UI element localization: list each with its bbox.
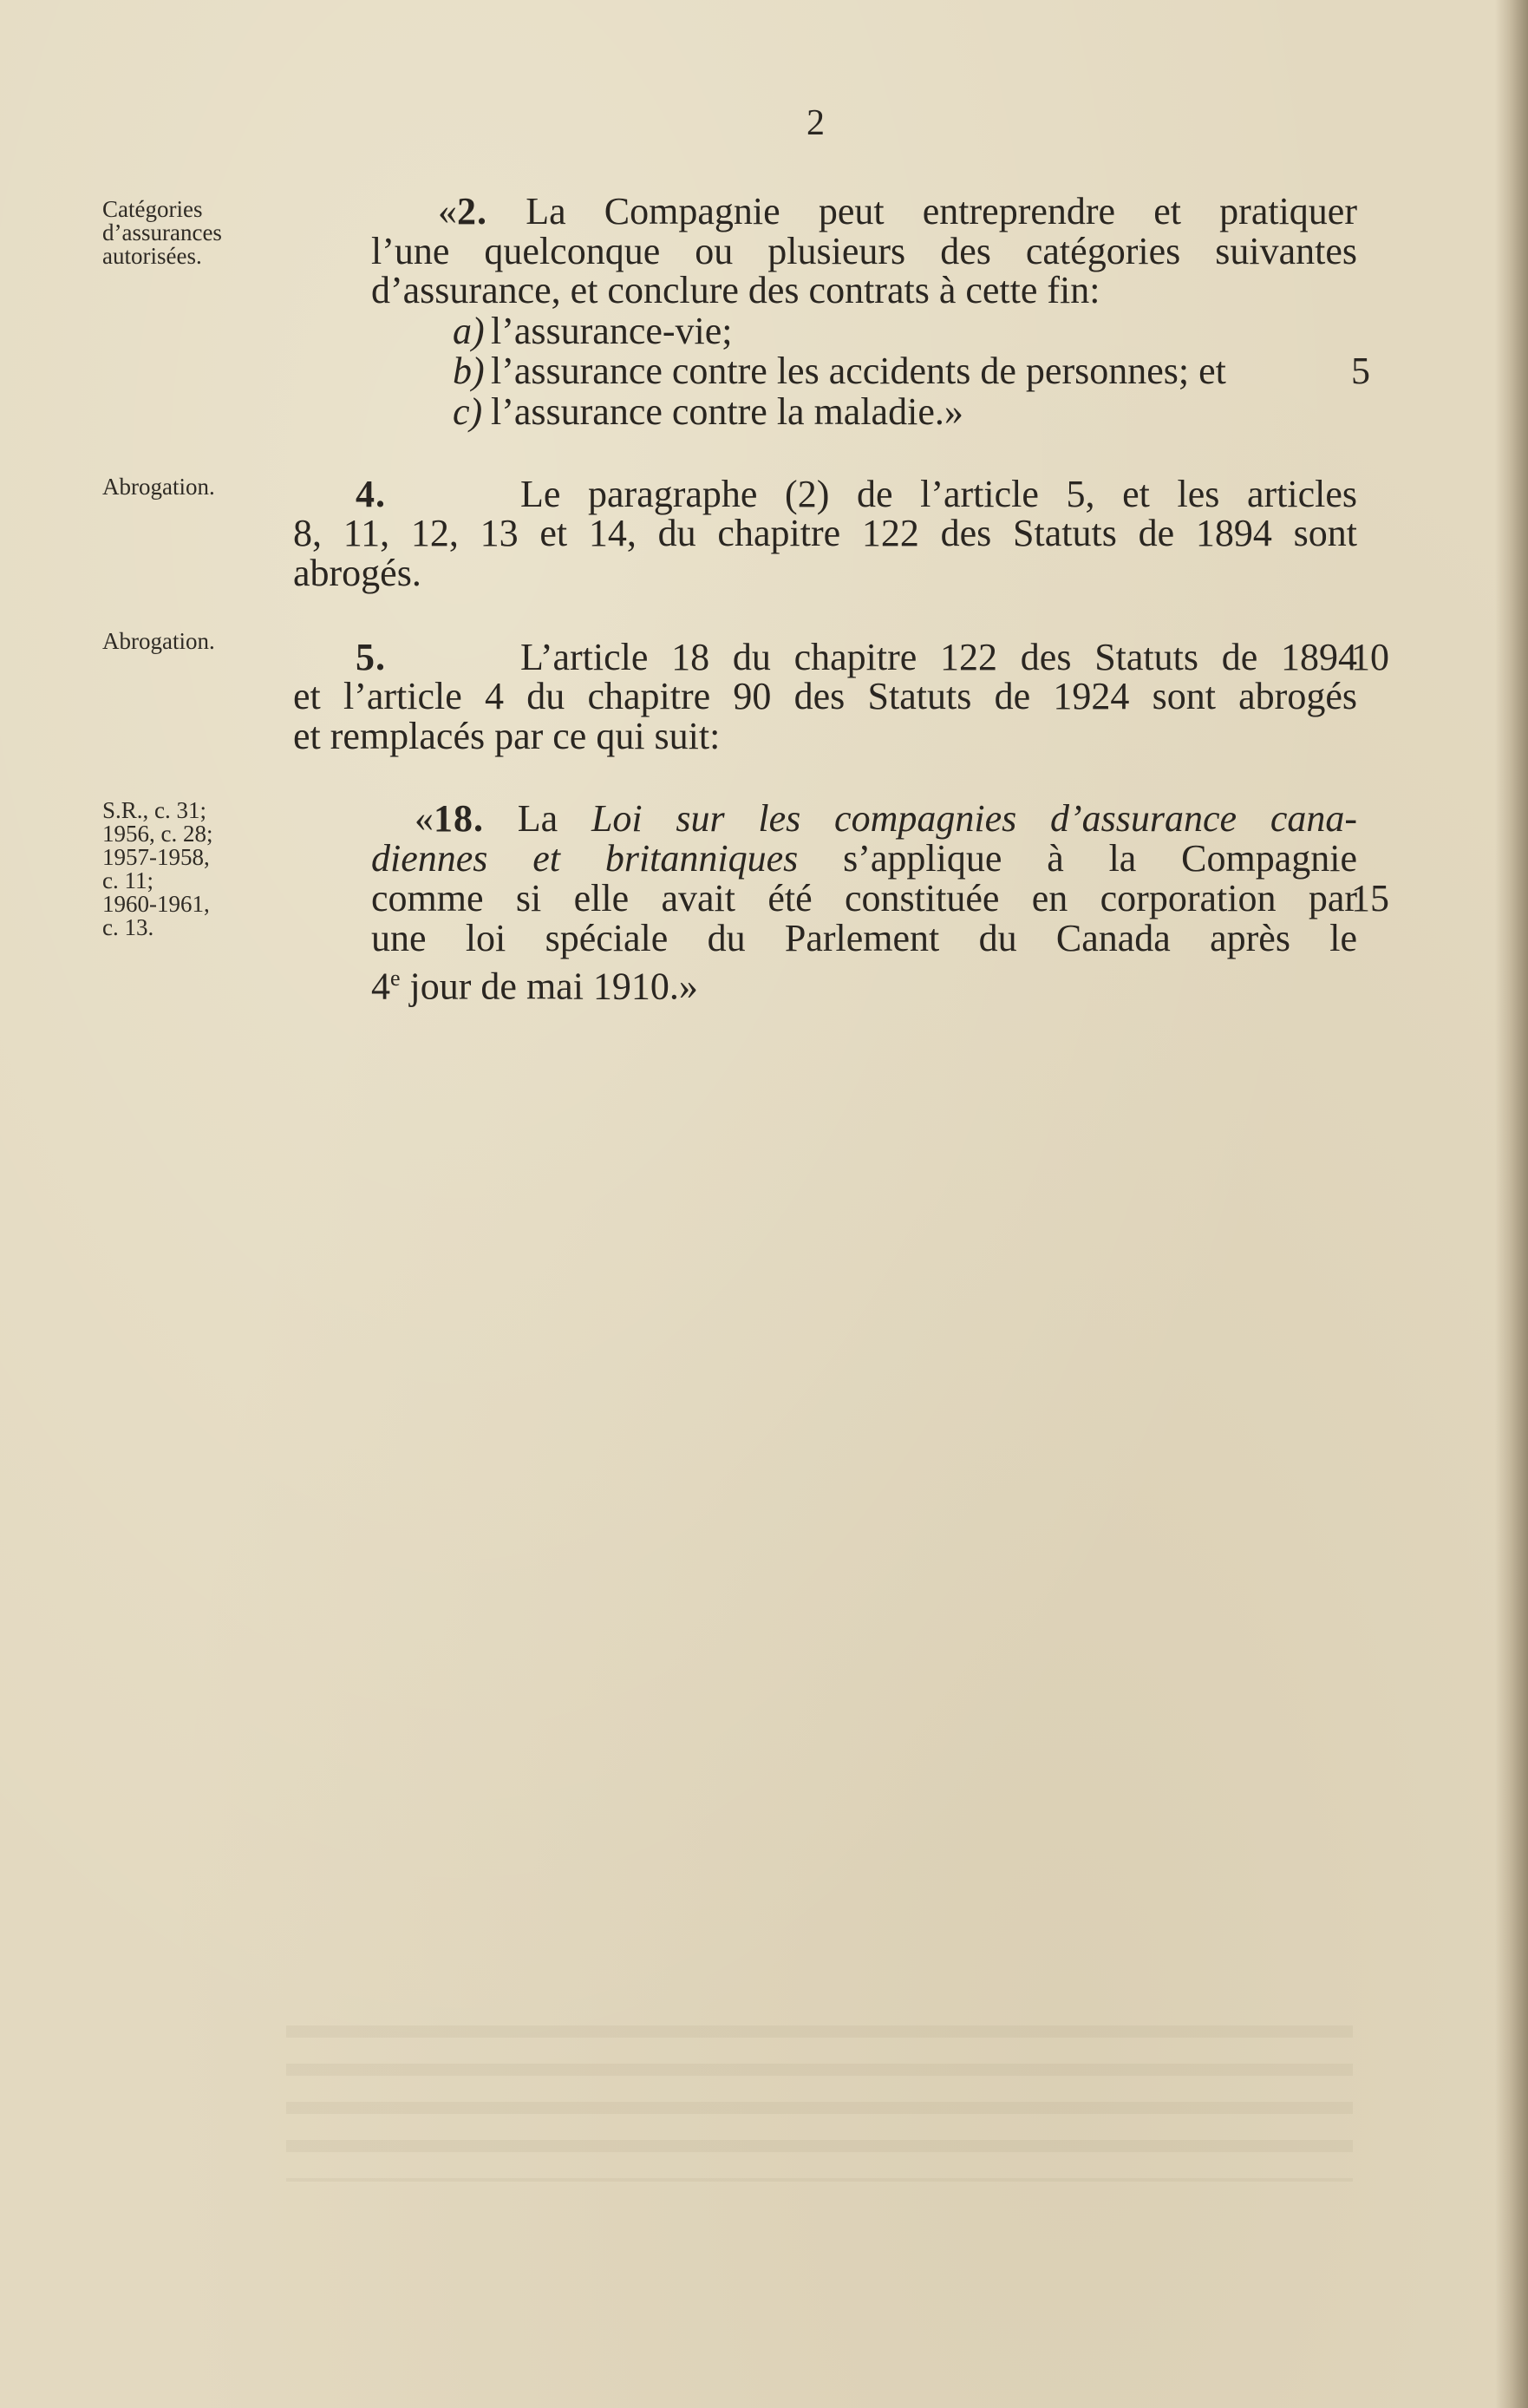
section-5-line-2: et l’article 4 du chapitre 90 des Statuts de 1924 sont abrogés — [293, 675, 1357, 717]
margin-note-abrogation: Abrogation. — [102, 474, 215, 500]
section-4-line-2: 8, 11, 12, 13 et 14, du chapitre 122 des Statuts de 1894 sont — [293, 512, 1357, 554]
section-4-line-1: Le paragraphe (2) de l’article 5, et les articles — [520, 473, 1357, 515]
line-number: 10 — [1351, 636, 1389, 678]
margin-note-abrogation: Abrogation. — [102, 628, 215, 654]
section-5-line-1: L’article 18 du chapitre 122 des Statuts de 1894 — [520, 636, 1357, 678]
section-2-line-1: «2. La Compagnie peut entreprendre et pratiquer — [438, 190, 1357, 232]
line-number: 5 — [1351, 350, 1370, 392]
section-18-line-1: «18. La Loi sur les compagnies d’assurance cana- — [415, 797, 1358, 840]
section-2-item-c: c) l’assurance contre la maladie.» — [453, 390, 963, 433]
line-number: 15 — [1351, 877, 1389, 919]
section-18-line-4: une loi spéciale du Parlement du Canada après le — [371, 917, 1357, 959]
margin-note-categories: Catégories d’assurances autorisées. — [102, 196, 222, 269]
section-2-line-2: l’une quelconque ou plusieurs des catégories suivantes — [371, 230, 1357, 272]
section-2-line-3: d’assurance, et conclure des contrats à cette fin: — [371, 269, 1100, 311]
section-5-number: 5. — [356, 636, 386, 678]
section-2-item-a: a) l’assurance-vie; — [453, 310, 733, 352]
bleed-through-text — [286, 2025, 1353, 2182]
section-18-line-5: 4e jour de mai 1910.» — [371, 965, 698, 1008]
section-5-line-3: et remplacés par ce qui suit: — [293, 715, 721, 757]
section-2-item-b: b) l’assurance contre les accidents de personnes; et — [453, 350, 1226, 392]
section-18-line-3: comme si elle avait été constituée en corporation par — [371, 877, 1357, 919]
margin-note-references: S.R., c. 31; 1956, c. 28; 1957-1958, c. 11; 1960-1961, c. 13. — [102, 797, 213, 940]
section-4-line-3: abrogés. — [293, 552, 421, 594]
page-edge-shadow — [1495, 0, 1528, 2408]
section-18-line-2: diennes et britanniques s’applique à la Compagnie — [371, 837, 1357, 880]
section-4-number: 4. — [356, 473, 386, 515]
page-number: 2 — [806, 103, 825, 143]
